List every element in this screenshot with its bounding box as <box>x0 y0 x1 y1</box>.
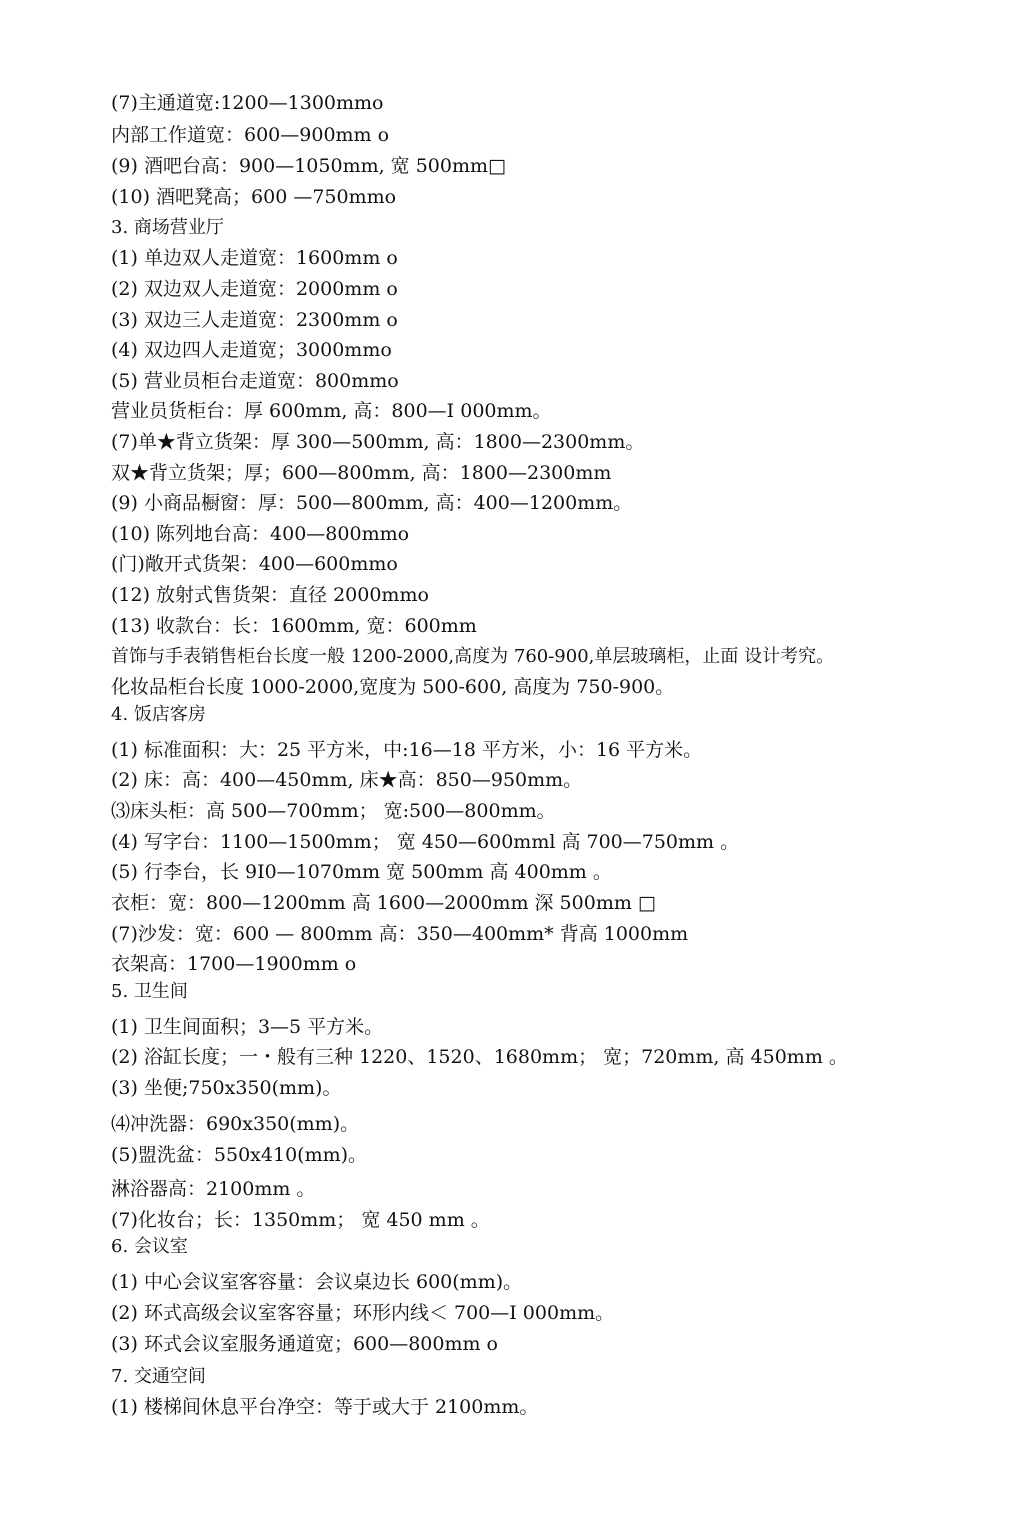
text-line: (2) 环式高级会议室客容量；环形内线＜ 700—I 000mm。 <box>111 1302 615 1324</box>
text-line: (3) 环式会议室服务通道宽；600—800mm o <box>111 1333 498 1355</box>
text-line: 双★背立货架；厚；600—800mm, 高：1800—2300mm <box>111 462 612 484</box>
text-line: (13) 收款台：长：1600mm, 宽：600mm <box>111 615 477 637</box>
text-line: (9) 小商品橱窗：厚：500—800mm, 高：400—1200mm。 <box>111 492 633 514</box>
text-line: (2) 浴缸长度；一・般有三种 1220、1520、1680mm； 宽；720mm, 高 450mm 。 <box>111 1046 848 1068</box>
text-line: (7)单★背立货架：厚 300—500mm, 高：1800—2300mm。 <box>111 431 645 453</box>
text-line: 衣柜：宽：800—1200mm 高 1600—2000mm 深 500mm □ <box>111 892 656 914</box>
section-heading: 4. 饭店客房 <box>111 704 206 725</box>
text-line: 化妆品柜台长度 1000-2000,宽度为 500-600, 高度为 750-900。 <box>111 676 675 698</box>
section-heading: 6. 会议室 <box>111 1236 188 1257</box>
text-line: (5) 营业员柜台走道宽：800mmo <box>111 370 399 392</box>
text-line: (4) 写字台：1100—1500mm； 宽 450—600mml 高 700—750mm 。 <box>111 831 740 853</box>
text-line: ⑶床头柜：高 500—700mm； 宽:500—800mm。 <box>111 800 556 822</box>
section-heading: 3. 商场营业厅 <box>111 217 224 238</box>
text-line: (4) 双边四人走道宽；3000mmo <box>111 339 392 361</box>
text-line: (5)盟洗盆：550x410(mm)。 <box>111 1144 368 1166</box>
text-line: 内部工作道宽：600—900mm o <box>111 124 390 146</box>
section-heading: 5. 卫生间 <box>111 981 188 1002</box>
section-heading: 7. 交通空间 <box>111 1366 206 1387</box>
text-line: (门)敞开式货架：400—600mmo <box>111 553 398 575</box>
text-line: (7)主通道宽:1200—1300mmo <box>111 92 384 114</box>
text-line: (10) 酒吧凳高；600 —750mmo <box>111 186 397 208</box>
text-line: (3) 双边三人走道宽：2300mm o <box>111 309 398 331</box>
text-line: (7)沙发：宽：600 — 800mm 高：350—400mm* 背高 1000mm <box>111 923 689 945</box>
text-line: (1) 中心会议室客容量：会议桌边长 600(mm)。 <box>111 1271 523 1293</box>
text-line: 营业员货柜台：厚 600mm, 高：800—I 000mm。 <box>111 400 552 422</box>
text-line: (1) 卫生间面积；3—5 平方米。 <box>111 1016 384 1038</box>
text-line: (9) 酒吧台高：900—1050mm, 宽 500mm□ <box>111 155 506 177</box>
text-line: (10) 陈列地台高：400—800mmo <box>111 523 410 545</box>
text-line: (7)化妆台；长：1350mm； 宽 450 mm 。 <box>111 1209 490 1231</box>
text-line: (2) 双边双人走道宽：2000mm o <box>111 278 398 300</box>
text-line: (5) 行李台，长 9I0—1070mm 宽 500mm 高 400mm 。 <box>111 861 612 883</box>
text-line: 衣架高：1700—1900mm o <box>111 953 357 975</box>
text-line: (2) 床：高：400—450mm, 床★高：850—950mm。 <box>111 769 583 791</box>
text-line: (1) 标准面积：大：25 平方米，中:16—18 平方米，小：16 平方米。 <box>111 739 703 761</box>
text-line: (1) 单边双人走道宽：1600mm o <box>111 247 398 269</box>
text-line: ⑷冲洗器：690x350(mm)。 <box>111 1113 360 1135</box>
text-line: (1) 楼梯间休息平台净空：等于或大于 2100mm。 <box>111 1396 539 1418</box>
text-line: 淋浴器高：2100mm 。 <box>111 1178 316 1200</box>
text-line: 首饰与手表销售柜台长度一般 1200-2000,高度为 760-900,单层玻璃柜，止面 设计考究。 <box>111 646 835 667</box>
text-line: (12) 放射式售货架：直径 2000mmo <box>111 584 429 606</box>
text-line: (3) 坐便;750x350(mm)。 <box>111 1077 342 1099</box>
